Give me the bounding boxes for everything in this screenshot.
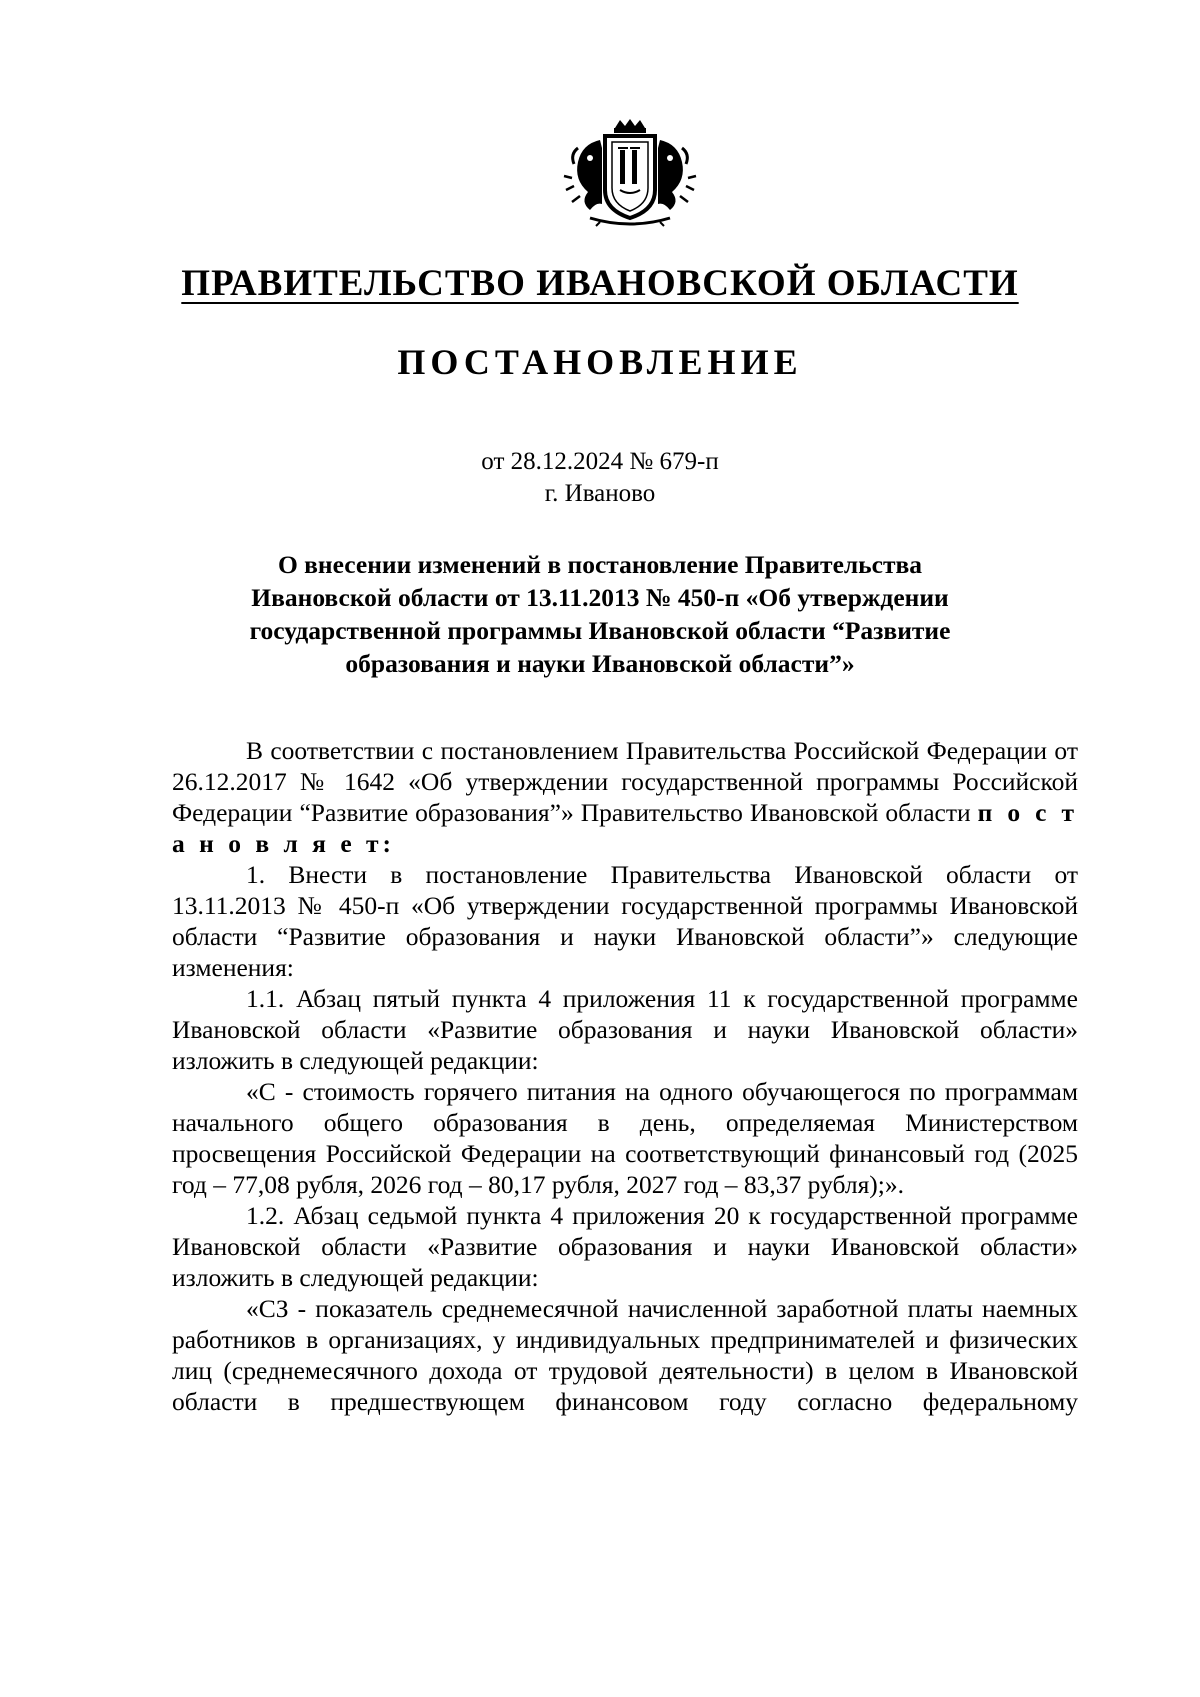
government-title: ПРАВИТЕЛЬСТВО ИВАНОВСКОЙ ОБЛАСТИ [181,263,1019,304]
document-date-number: от 28.12.2024 № 679-п [481,448,719,475]
document-body [172,735,1078,1417]
paragraph-1-1: 1.1. Абзац пятый пункта 4 приложения 11 к государственной программе Ивановской области «Развитие образования и науки Ивановской области» изложить в следующей редакции: [172,984,1078,1075]
paragraph-1: 1. Внести в постановление Правительства Ивановской области от 13.11.2013 № 450-п «Об утверждении государственной программы Ивановской области “Развитие образования и науки Ивановской области”» следующие изменения: [172,860,1078,982]
subject-line: Ивановской области от 13.11.2013 № 450-п «Об утверждении [251,583,949,612]
preamble-text: В соответствии с постановлением Правительства Российской Федерации от 26.12.2017 № 1642 «Об утверждении государственной программы Российской Федерации “Развитие образования”» Правительство Ивановской области [172,736,1078,827]
document-city: г. Иваново [544,480,656,507]
paragraph-1-1-quote: «С - стоимость горячего питания на одного обучающегося по программам начального общего образования в день, определяемая Министерством просвещения Российской Федерации на соответствующий финансовый год (2025 год – 77,08 рубля, 2026 год – 80,17 рубля, 2027 год – 83,37 рубля);». [172,1077,1078,1199]
paragraph-1-2-quote: «СЗ - показатель среднемесячной начисленной заработной платы наемных работников в организациях, у индивидуальных предпринимателей и физических лиц (среднемесячного дохода от трудовой деятельности) в целом в Ивановской области в предшествующем финансовом году согласно федеральному [172,1294,1078,1416]
paragraph-1-2: 1.2. Абзац седьмой пункта 4 приложения 20 к государственной программе Ивановской области «Развитие образования и науки Ивановской области» изложить в следующей редакции: [172,1201,1078,1292]
subject-line: образования и науки Ивановской области”» [345,649,855,678]
document-type: ПОСТАНОВЛЕНИЕ [397,342,803,382]
subject-line: О внесении изменений в постановление Правительства [277,550,923,579]
preamble-paragraph [172,735,1078,859]
coat-of-arms-icon [560,118,700,228]
subject-line: государственной программы Ивановской области “Развитие [249,616,951,645]
document-subject [200,548,1000,680]
decree-word: п о с т а н о в л я е т: [172,798,1078,858]
